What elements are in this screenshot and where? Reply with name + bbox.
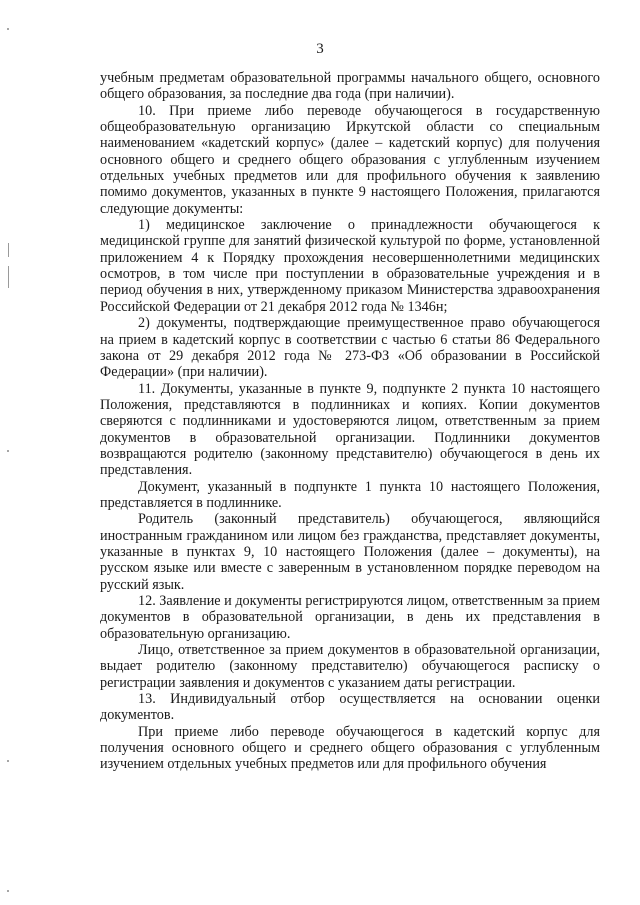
paragraph-original-document: Документ, указанный в подпункте 1 пункта 10 настоящего Положения, представляется в подлиннике. xyxy=(100,478,600,511)
paragraph-item-12: 12. Заявление и документы регистрируются лицом, ответственным за прием документов в образовательной организации, в день их представления в образовательную организацию. xyxy=(100,593,600,642)
document-body xyxy=(100,70,600,773)
scan-margin-mark xyxy=(8,243,9,257)
page-number: 3 xyxy=(316,41,324,57)
paragraph-item-10: 10. При приеме либо переводе обучающегося в государственную общеобразовательную организацию Иркутской области со специальным наименованием «кадетский корпус» (далее – кадетский корпус) для получения основного общего и среднего общего образования с углубленным изучением отдельных учебных предметов или для профильного обучения к заявлению помимо документов, указанных в пункте 9 настоящего Положения, прилагаются следующие документы: xyxy=(100,102,600,217)
paragraph-item-13: 13. Индивидуальный отбор осуществляется на основании оценки документов. xyxy=(100,691,600,724)
paragraph-continuation: учебным предметам образовательной программы начального общего, основного общего образования, за последние два года (при наличии). xyxy=(100,70,600,103)
paragraph-admission-cadet: При приеме либо переводе обучающегося в кадетский корпус для получения основного общего и среднего общего образования с углубленным изучением отдельных учебных предметов или для профильного обучения xyxy=(100,723,600,773)
paragraph-item-11: 11. Документы, указанные в пункте 9, подпункте 2 пункта 10 настоящего Положения, представляются в подлинниках и копиях. Копии документов сверяются с подлинниками и удостоверяются лицом, ответственным за прием документов в образовательной организации. Подлинники документов возвращаются родителю (законному представителю) обучающегося в день их представления. xyxy=(100,380,600,479)
scan-margin-mark xyxy=(8,266,9,288)
scan-speck xyxy=(7,760,9,762)
paragraph-subitem-1: 1) медицинское заключение о принадлежности обучающегося к медицинской группе для занятий физической культурой по форме, установленной приложением 4 к Порядку прохождения несовершеннолетними медицинских осмотров, в том числе при поступлении в образовательные учреждения и в период обучения в них, утвержденному приказом Министерства здравоохранения Российской Федерации от 21 декабря 2012 года № 1346н; xyxy=(100,217,600,315)
scan-speck xyxy=(7,28,9,30)
paragraph-receipt: Лицо, ответственное за прием документов в образовательной организации, выдает родителю (законному представителю) обучающегося расписку о регистрации заявления и документов с указанием даты регистрации. xyxy=(100,642,600,691)
scan-speck xyxy=(7,890,9,892)
scan-speck xyxy=(7,450,9,452)
paragraph-subitem-2: 2) документы, подтверждающие преимущественное право обучающегося на прием в кадетский корпус в соответствии с частью 6 статьи 86 Федерального закона от 29 декабря 2012 года № 273-ФЗ «Об образовании в Российской Федерации» (при наличии). xyxy=(100,315,600,381)
paragraph-foreign-citizen: Родитель (законный представитель) обучающегося, являющийся иностранным гражданином или лицом без гражданства, представляет документы, указанные в пунктах 9, 10 настоящего Положения (далее – документы), на русском языке или вместе с заверенным в установленном порядке переводом на русский язык. xyxy=(100,511,600,593)
